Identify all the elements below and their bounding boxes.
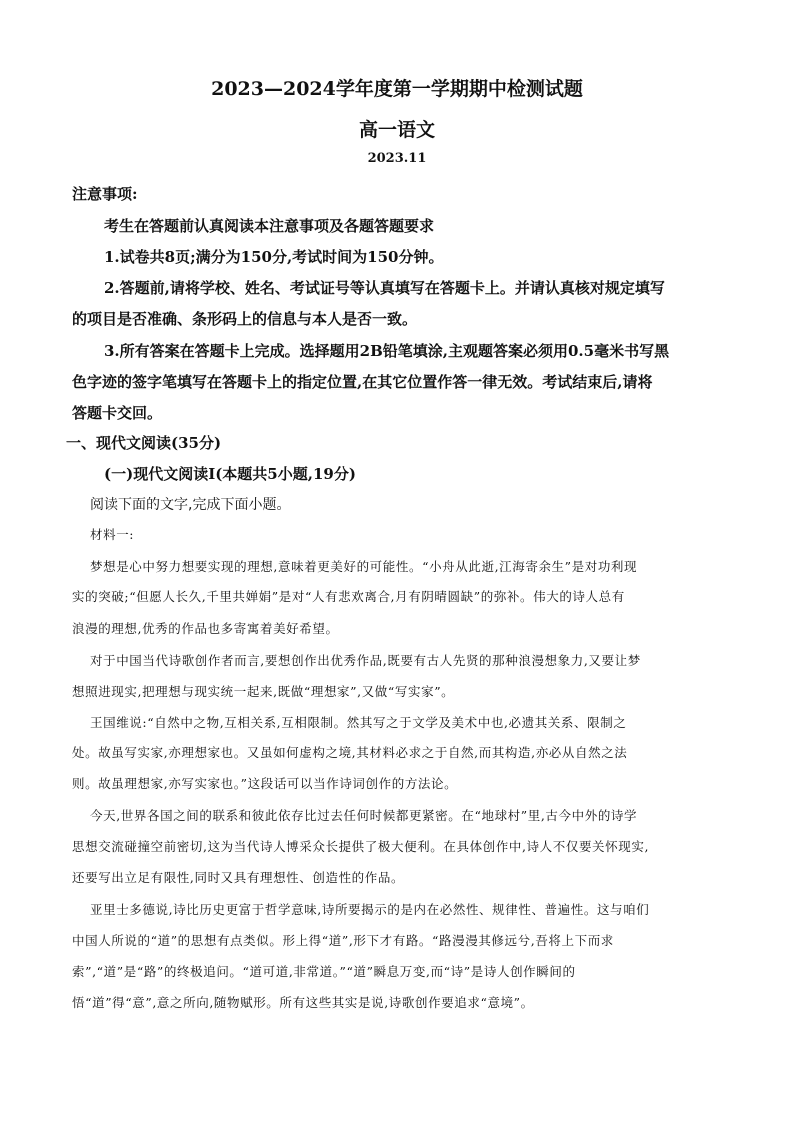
section-heading: 一、现代文阅读(35分) bbox=[66, 434, 222, 452]
passage-line: 还要写出立足有限性,同时又具有理想性、创造性的作品。 bbox=[72, 870, 405, 885]
passage-line: 实的突破;“但愿人长久,千里共婵娟”是对“人有悲欢离合,月有阴晴圆缺”的弥补。伟大的诗人总有 bbox=[72, 589, 625, 604]
passage-line: 梦想是心中努力想要实现的理想,意味着更美好的可能性。“小舟从此逝,江海寄余生”是对功利现 bbox=[90, 559, 638, 574]
notice-item: 3.所有答案在答题卡上完成。选择题用2B铅笔填涂,主观题答案必须用0.5毫米书写黑 bbox=[104, 342, 670, 360]
exam-title: 2023—2024学年度第一学期期中检测试题 bbox=[211, 78, 583, 100]
passage-line: 中国人所说的“道”的思想有点类似。形上得“道”,形下才有路。“路漫漫其修远兮,吾将上下而求 bbox=[72, 933, 614, 948]
notice-item: 答题卡交回。 bbox=[72, 404, 163, 422]
subsection-heading: (一)现代文阅读I(本题共5小题,19分) bbox=[104, 465, 356, 483]
passage-line: 王国维说:“自然中之物,互相关系,互相限制。然其写之于文学及美术中也,必遗其关系、限制之 bbox=[90, 715, 627, 730]
reading-instruction: 阅读下面的文字,完成下面小题。 bbox=[90, 497, 291, 513]
subject-title: 高一语文 bbox=[358, 119, 435, 141]
notice-item: 1.试卷共8页;满分为150分,考试时间为150分钟。 bbox=[104, 248, 444, 266]
exam-date: 2023.11 bbox=[367, 151, 427, 166]
material-label: 材料一: bbox=[90, 527, 135, 542]
passage-line: 想照进现实,把理想与现实统一起来,既做“理想家”,又做“写实家”。 bbox=[72, 684, 455, 699]
notice-intro: 考生在答题前认真阅读本注意事项及各题答题要求 bbox=[104, 217, 435, 235]
passage-line: 悟“道”得“意”,意之所向,随物赋形。所有这些其实是说,诗歌创作要追求“意境”。 bbox=[72, 995, 534, 1010]
passage-line: 今天,世界各国之间的联系和彼此依存比过去任何时候都更紧密。在“地球村”里,古今中外的诗学 bbox=[90, 808, 638, 823]
notice-heading: 注意事项: bbox=[72, 185, 138, 203]
passage-line: 思想交流碰撞空前密切,这为当代诗人博采众长提供了极大便利。在具体创作中,诗人不仅要关怀现实, bbox=[72, 839, 650, 854]
passage-line: 处。故虽写实家,亦理想家也。又虽如何虚构之境,其材料必求之于自然,而其构造,亦必从自然之法 bbox=[72, 745, 628, 760]
passage-line: 对于中国当代诗歌创作者而言,要想创作出优秀作品,既要有古人先贤的那种浪漫想象力,又要让梦 bbox=[90, 653, 641, 668]
passage-line: 亚里士多德说,诗比历史更富于哲学意味,诗所要揭示的是内在必然性、规律性、普遍性。这与咱们 bbox=[90, 902, 650, 917]
notice-item: 2.答题前,请将学校、姓名、考试证号等认真填写在答题卡上。并请认真核对规定填写 bbox=[104, 279, 665, 297]
notice-item: 色字迹的签字笔填写在答题卡上的指定位置,在其它位置作答一律无效。考试结束后,请将 bbox=[72, 373, 653, 391]
notice-item: 的项目是否准确、条形码上的信息与本人是否一致。 bbox=[72, 310, 418, 328]
passage-line: 则。故虽理想家,亦写实家也。”这段话可以当作诗词创作的方法论。 bbox=[72, 776, 458, 791]
passage-line: 浪漫的理想,优秀的作品也多寄寓着美好希望。 bbox=[72, 621, 339, 636]
passage-line: 索”,“道”是“路”的终极追问。“道可道,非常道。”“道”瞬息万变,而“诗”是诗人创作瞬间的 bbox=[72, 964, 576, 979]
